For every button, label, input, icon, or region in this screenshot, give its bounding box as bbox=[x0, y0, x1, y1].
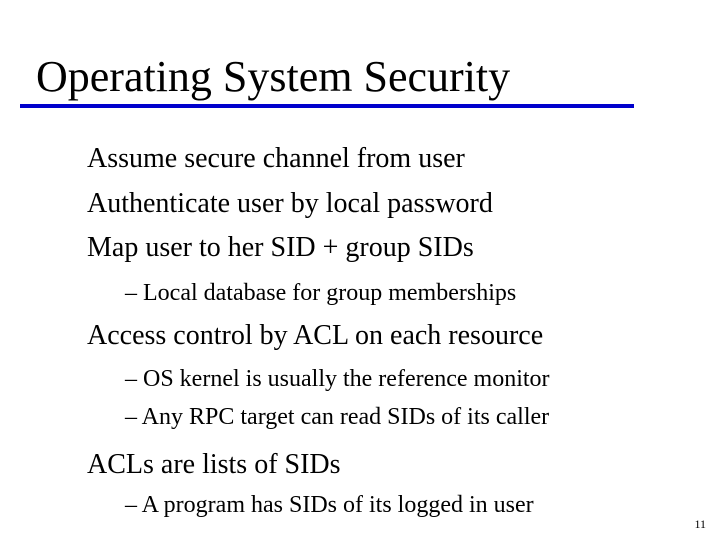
bullet-authenticate-user: Authenticate user by local password bbox=[87, 188, 493, 219]
page-number: 11 bbox=[694, 517, 706, 531]
slide-title: Operating System Security bbox=[36, 52, 511, 101]
sub-bullet-local-database: – Local database for group memberships bbox=[125, 280, 517, 306]
sub-bullet-os-kernel: – OS kernel is usually the reference monitor bbox=[125, 366, 550, 392]
bullet-acls-lists: ACLs are lists of SIDs bbox=[87, 449, 341, 480]
sub-bullet-program-sids: – A program has SIDs of its logged in user bbox=[125, 492, 534, 518]
bullet-secure-channel: Assume secure channel from user bbox=[87, 143, 465, 174]
bullet-map-user-sids: Map user to her SID + group SIDs bbox=[87, 232, 474, 263]
bullet-access-control: Access control by ACL on each resource bbox=[87, 320, 544, 351]
sub-bullet-rpc-target: – Any RPC target can read SIDs of its caller bbox=[125, 404, 550, 430]
